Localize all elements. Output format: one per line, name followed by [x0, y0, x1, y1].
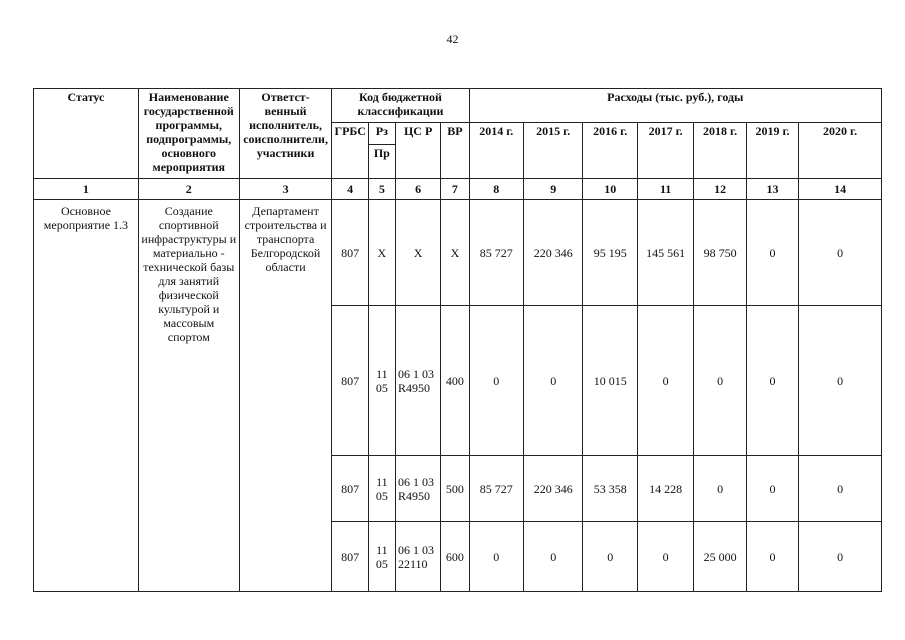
value-cell: 0	[637, 522, 693, 592]
value-cell: 145 561	[637, 200, 693, 306]
value-cell: 220 346	[523, 200, 582, 306]
grbs-cell: 807	[332, 456, 368, 522]
column-number: 2	[138, 179, 239, 200]
year-header: 2020 г.	[799, 123, 882, 179]
year-header: 2018 г.	[694, 123, 746, 179]
value-cell: 0	[799, 306, 882, 456]
column-number: 3	[239, 179, 332, 200]
value-cell: 10 015	[583, 306, 637, 456]
vr-cell: X	[441, 200, 469, 306]
grbs-cell: 807	[332, 306, 368, 456]
value-cell: 0	[799, 200, 882, 306]
value-cell: 0	[799, 522, 882, 592]
value-cell: 85 727	[469, 200, 523, 306]
year-header: 2019 г.	[746, 123, 798, 179]
vr-header: ВР	[441, 123, 469, 179]
value-cell: 98 750	[694, 200, 746, 306]
value-cell: 0	[637, 306, 693, 456]
value-cell: 25 000	[694, 522, 746, 592]
value-cell: 0	[523, 306, 582, 456]
value-cell: 0	[746, 456, 798, 522]
column-number: 13	[746, 179, 798, 200]
value-cell: 0	[799, 456, 882, 522]
responsible-cell: Департамент строительства и транспорта Белгородской области	[239, 200, 332, 592]
column-number: 7	[441, 179, 469, 200]
column-number: 5	[368, 179, 395, 200]
column-number: 14	[799, 179, 882, 200]
rz-cell: 11 05	[368, 456, 395, 522]
value-cell: 85 727	[469, 456, 523, 522]
column-number: 1	[34, 179, 139, 200]
column-number: 10	[583, 179, 637, 200]
vr-cell: 600	[441, 522, 469, 592]
value-cell: 0	[469, 306, 523, 456]
rz-cell: 11 05	[368, 522, 395, 592]
value-cell: 14 228	[637, 456, 693, 522]
responsible-header: Ответст-венный исполнитель, соисполнители, участники	[239, 89, 332, 179]
expenses-header: Расходы (тыс. руб.), годы	[469, 89, 881, 123]
rz-cell: X	[368, 200, 395, 306]
column-number: 6	[395, 179, 440, 200]
value-cell: 0	[746, 306, 798, 456]
value-cell: 0	[746, 522, 798, 592]
program-name-header: Наименование государственной программы, подпрограммы, основного мероприятия	[138, 89, 239, 179]
program-name-cell: Создание спортивной инфраструктуры и материально - технической базы для занятий физической культурой и массовым спортом	[138, 200, 239, 592]
pr-header: Пр	[368, 145, 395, 179]
value-cell: 53 358	[583, 456, 637, 522]
vr-cell: 500	[441, 456, 469, 522]
csr-cell: 06 1 03 R4950	[395, 306, 440, 456]
value-cell: 0	[469, 522, 523, 592]
value-cell: 220 346	[523, 456, 582, 522]
csr-cell: 06 1 03 R4950	[395, 456, 440, 522]
page-number: 42	[446, 32, 459, 46]
year-header: 2014 г.	[469, 123, 523, 179]
rz-header: Рз	[368, 123, 395, 145]
grbs-cell: 807	[332, 522, 368, 592]
grbs-header: ГРБС	[332, 123, 368, 179]
value-cell: 0	[694, 456, 746, 522]
rz-cell: 11 05	[368, 306, 395, 456]
grbs-cell: 807	[332, 200, 368, 306]
vr-cell: 400	[441, 306, 469, 456]
budget-table	[33, 88, 882, 592]
year-header: 2015 г.	[523, 123, 582, 179]
csr-cell: 06 1 03 22110	[395, 522, 440, 592]
year-header: 2016 г.	[583, 123, 637, 179]
value-cell: 0	[583, 522, 637, 592]
value-cell: 0	[694, 306, 746, 456]
value-cell: 0	[746, 200, 798, 306]
csr-cell: X	[395, 200, 440, 306]
value-cell: 95 195	[583, 200, 637, 306]
column-number: 4	[332, 179, 368, 200]
table-row	[34, 200, 882, 306]
value-cell: 0	[523, 522, 582, 592]
budget-code-header: Код бюджетной классификации	[332, 89, 469, 123]
status-cell: Основное мероприятие 1.3	[34, 200, 139, 592]
column-number: 11	[637, 179, 693, 200]
csr-header: ЦС Р	[395, 123, 440, 179]
column-number: 8	[469, 179, 523, 200]
status-header: Статус	[34, 89, 139, 179]
year-header: 2017 г.	[637, 123, 693, 179]
column-number: 9	[523, 179, 582, 200]
column-number: 12	[694, 179, 746, 200]
